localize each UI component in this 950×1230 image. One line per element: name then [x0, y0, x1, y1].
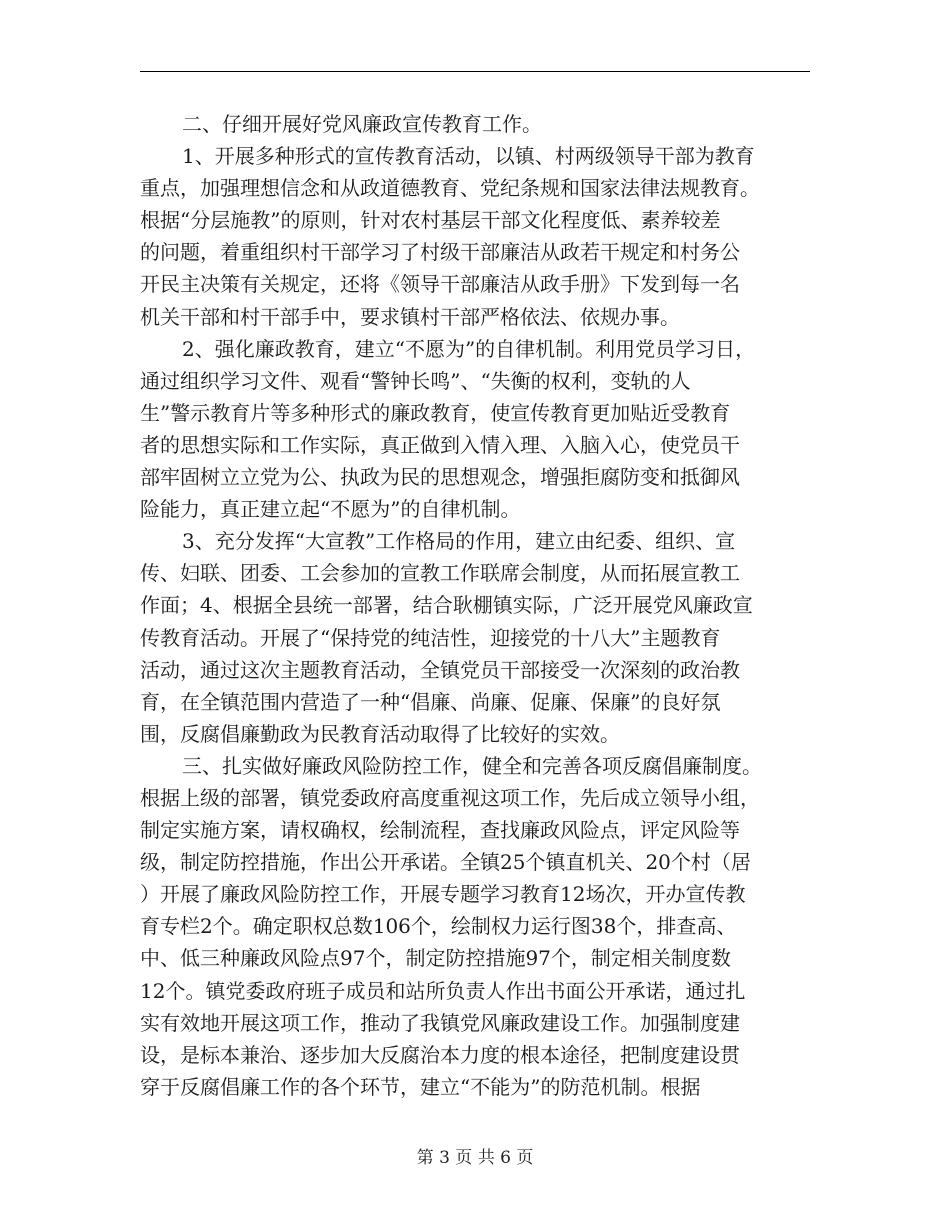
text-line: 设，是标本兼治、逐步加大反腐治本力度的根本途径，把制度建设贯	[140, 1042, 740, 1067]
text-line: 制定实施方案，请权确权，绘制流程，查找廉政风险点，评定风险等	[140, 818, 740, 843]
text-line: 险能力，真正建立起“不愿为”的自律机制。	[140, 497, 521, 522]
text-line: 育，在全镇范围内营造了一种“倡廉、尚廉、促廉、保廉”的良好氛	[140, 689, 721, 714]
text-line: 传教育活动。开展了“保持党的纯洁性，迎接党的十八大”主题教育	[140, 625, 721, 650]
paragraph-first-line: 2、强化廉政教育，建立“不愿为”的自律机制。利用党员学习日，	[182, 336, 756, 361]
text-line: 中、低三种廉政风险点97个，制定防控措施97个，制定相关制度数	[140, 946, 731, 971]
text-line: 者的思想实际和工作实际，真正做到入情入理、入脑入心，使党员干	[140, 432, 740, 457]
text-line: 实有效地开展这项工作，推动了我镇党风廉政建设工作。加强制度建	[140, 1010, 740, 1035]
text-line: 生”警示教育片等多种形式的廉政教育，使宣传教育更加贴近受教育	[140, 400, 731, 425]
paragraph-first-line: 二、仔细开展好党风廉政宣传教育工作。	[182, 112, 542, 136]
text-line: 穿于反腐倡廉工作的各个环节，建立“不能为”的防范机制。根据	[140, 1074, 701, 1099]
text-line: 活动，通过这次主题教育活动，全镇党员干部接受一次深刻的政治教	[140, 657, 740, 682]
text-line: 的问题，着重组织村干部学习了村级干部廉洁从政若干规定和村务公	[140, 240, 740, 265]
text-line: 根据上级的部署，镇党委政府高度重视这项工作，先后成立领导小组，	[140, 785, 760, 810]
header-rule	[140, 71, 810, 72]
text-line: ）开展了廉政风险防控工作，开展专题学习教育12场次，开办宣传教	[140, 882, 746, 907]
text-line: 传、妇联、团委、工会参加的宣教工作联席会制度，从而拓展宣教工	[140, 561, 740, 586]
text-line: 通过组织学习文件、观看“警钟长鸣”、“失衡的权利，变轨的人	[140, 368, 691, 393]
text-line: 根据“分层施教”的原则，针对农村基层干部文化程度低、素养较差	[140, 208, 721, 233]
text-line: 开民主决策有关规定，还将《领导干部廉洁从政手册》下发到每一名	[140, 272, 740, 297]
document-body	[140, 108, 812, 1103]
text-line: 12个。镇党委政府班子成员和站所负责人作出书面公开承诺，通过扎	[140, 978, 746, 1003]
text-line: 级，制定防控措施，作出公开承诺。全镇25个镇直机关、20个村（居	[140, 850, 751, 875]
paragraph-first-line: 三、扎实做好廉政风险防控工作，健全和完善各项反腐倡廉制度。	[182, 753, 762, 778]
page-number: 第 3 页 共 6 页	[416, 1148, 534, 1168]
text-line: 重点，加强理想信念和从政道德教育、党纪条规和国家法律法规教育。	[140, 176, 760, 201]
paragraph-first-line: 1、开展多种形式的宣传教育活动，以镇、村两级领导干部为教育	[182, 144, 755, 169]
text-line: 机关干部和村干部手中，要求镇村干部严格依法、依规办事。	[140, 304, 680, 329]
paragraph-first-line: 3、充分发挥“大宣教”工作格局的作用，建立由纪委、组织、宣	[182, 529, 736, 554]
text-line: 育专栏2个。确定职权总数106个，绘制权力运行图38个，排查高、	[140, 914, 737, 939]
text-line: 部牢固树立立党为公、执政为民的思想观念，增强拒腐防变和抵御风	[140, 465, 740, 490]
text-line: 作面；4、根据全县统一部署，结合耿棚镇实际，广泛开展党风廉政宣	[140, 593, 753, 618]
text-line: 围，反腐倡廉勤政为民教育活动取得了比较好的实效。	[140, 721, 620, 746]
